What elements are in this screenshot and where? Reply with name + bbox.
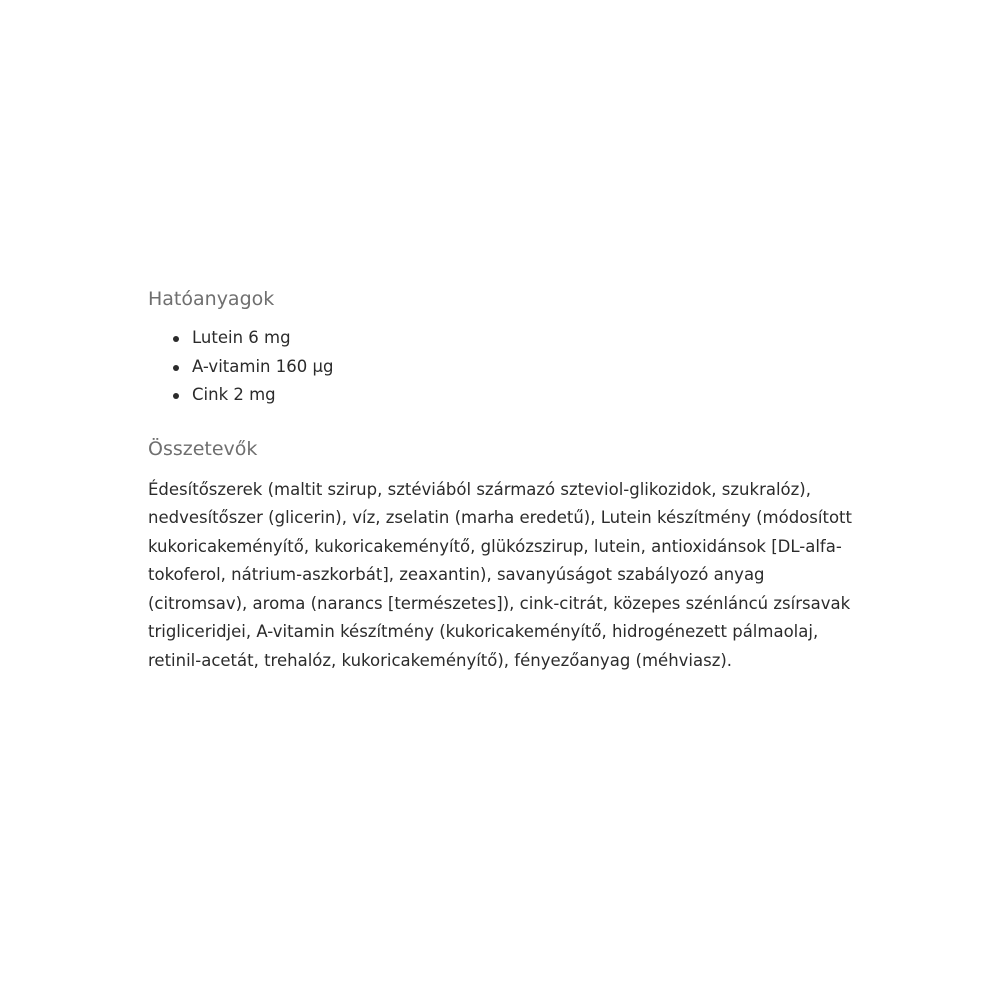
active-ingredients-list: [148, 324, 868, 410]
bullet-icon: [173, 336, 179, 342]
active-ingredient-label: A-vitamin 160 µg: [192, 356, 334, 376]
active-ingredient-label: Cink 2 mg: [192, 385, 276, 404]
ingredients-text: Édesítőszerek (maltit szirup, sztéviából származó szteviol-glikozidok, szukralóz), nedvesítőszer (glicerin), víz, zselatin (marha eredetű), Lutein készítmény (módosított kukoricakeményítő, kukoricakeményítő, glükózszirup, lutein, antioxidánsok [DL-alfa-tokoferol, nátrium-aszkorbát], zeaxantin), savanyúságot szabályozó anyag (citromsav), aroma (narancs [természetes]), cink-citrát, közepes szénláncú zsírsavak trigliceridjei, A-vitamin készítmény (kukoricakeményítő, hidrogénezett pálmaolaj, retinil-acetát, trehalóz, kukoricakeményítő), fényezőanyag (méhviasz).: [148, 479, 852, 670]
active-ingredient-item: [148, 353, 868, 382]
ingredients-section: [148, 434, 868, 676]
ingredients-heading: Összetevők: [148, 437, 258, 460]
active-ingredients-section: [148, 284, 868, 410]
active-ingredient-item: [148, 324, 868, 353]
active-ingredients-heading: Hatóanyagok: [148, 288, 275, 310]
bullet-icon: [173, 365, 179, 371]
active-ingredient-label: Lutein 6 mg: [192, 328, 291, 347]
active-ingredient-item: [148, 381, 868, 410]
product-info: [148, 284, 868, 675]
bullet-icon: [173, 393, 179, 399]
